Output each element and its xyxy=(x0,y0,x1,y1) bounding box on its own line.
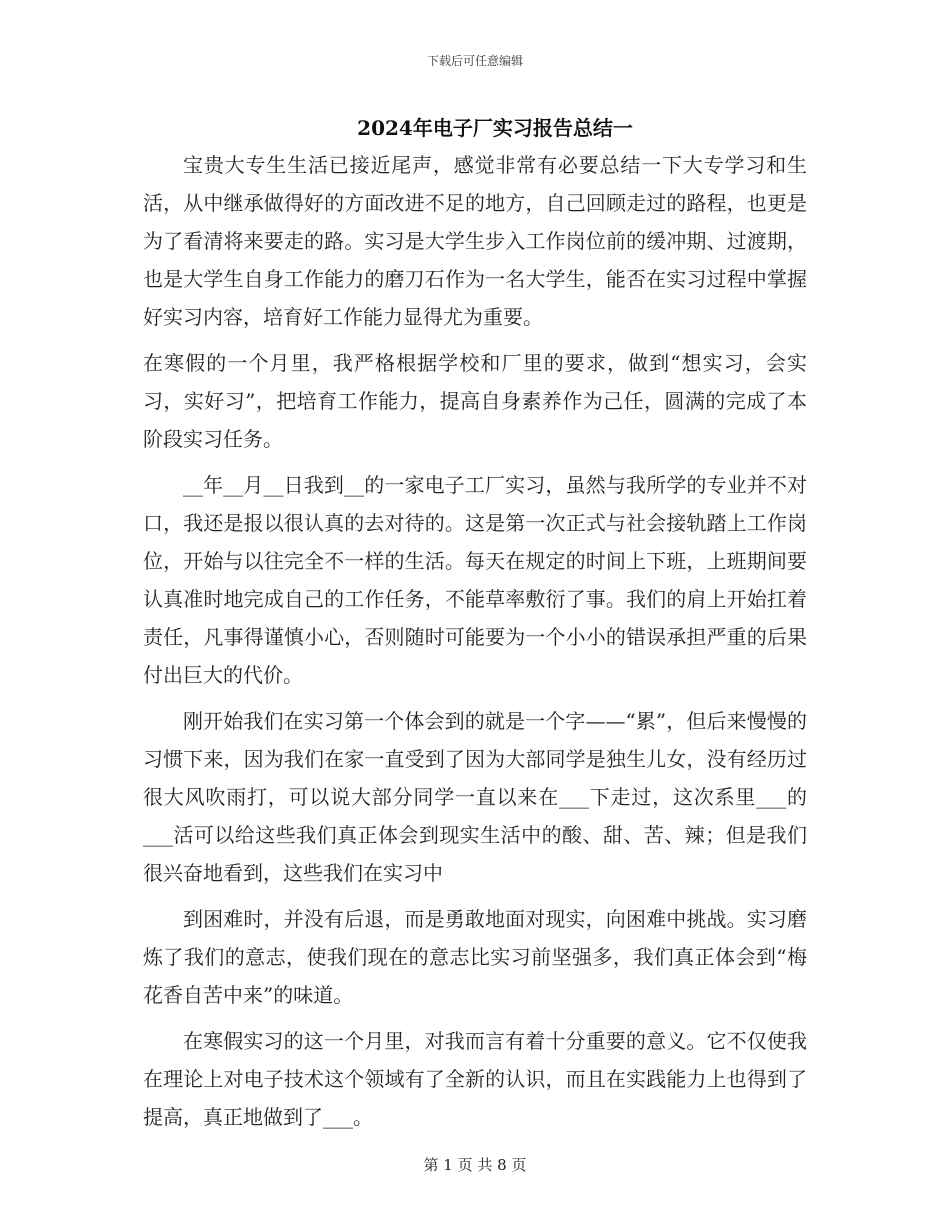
paragraph: 刚开始我们在实习第一个体会到的就是一个字——“累”，但后来慢慢的习惯下来，因为我们在家一直受到了因为大部同学是独生儿女，没有经历过很大风吹雨打，可以说大部分同学一直以来在___下走过，这次系里___的___活可以给这些我们真正体会到现实生活中的酸、甜、苦、辣；但是我们很兴奋地看到，这些我们在实习中 xyxy=(143,709,807,885)
document-title: 2024年电子厂实习报告总结一 xyxy=(357,116,633,140)
paragraph: 宝贵大专生生活已接近尾声，感觉非常有必要总结一下大专学习和生活，从中继承做得好的方面改进不足的地方，自己回顾走过的路程，也更是为了看清将来要走的路。实习是大学生步入工作岗位前的缓冲期、过渡期，也是大学生自身工作能力的磨刀石作为一名大学生，能否在实习过程中掌握好实习内容，培育好工作能力显得尤为重要。 xyxy=(143,153,807,329)
paragraph: __年__月__日我到__的一家电子工厂实习，虽然与我所学的专业并不对口，我还是报以很认真的去对待的。这是第一次正式与社会接轨踏上工作岗位，开始与以往完全不一样的生活。每天在规定的时间上下班，上班期间要认真准时地完成自己的工作任务，不能草率敷衍了事。我们的肩上开始扛着责任，凡事得谨慎小心，否则随时可能要为一个小小的错误承担严重的后果付出巨大的代价。 xyxy=(143,473,807,687)
paragraph: 在寒假的一个月里，我严格根据学校和厂里的要求，做到“想实习，会实习，实好习”，把培育工作能力，提高自身素养作为己任，圆满的完成了本阶段实习任务。 xyxy=(143,351,807,451)
header-note: 下载后可任意编辑 xyxy=(426,54,523,68)
document-body xyxy=(143,146,807,1144)
paragraph: 到困难时，并没有后退，而是勇敢地面对现实，向困难中挑战。实习磨炼了我们的意志，使我们现在的意志比实习前坚强多，我们真正体会到“梅花香自苦中来”的味道。 xyxy=(143,907,807,1007)
paragraph: 在寒假实习的这一个月里，对我而言有着十分重要的意义。它不仅使我在理论上对电子技术这个领域有了全新的认识，而且在实践能力上也得到了提高，真正地做到了___。 xyxy=(143,1029,807,1129)
page-number: 第 1 页 共 8 页 xyxy=(423,1156,527,1174)
